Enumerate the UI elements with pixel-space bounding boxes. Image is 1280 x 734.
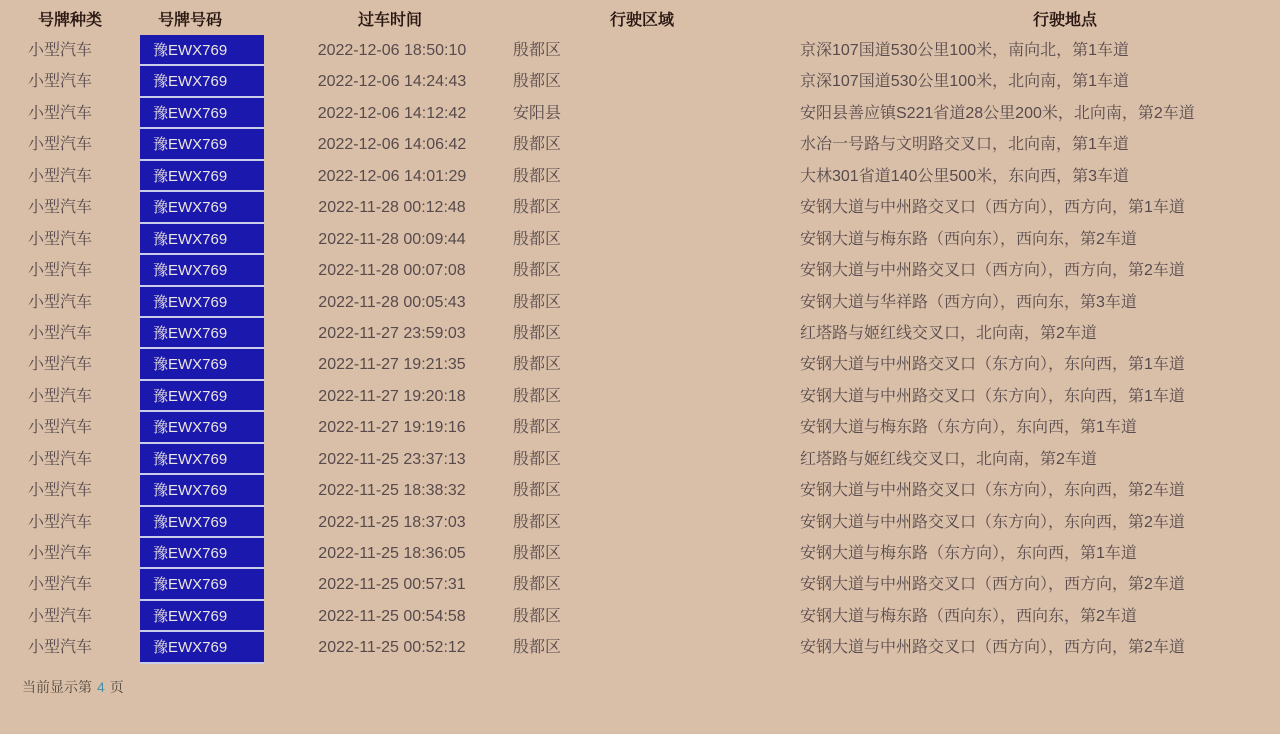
column-header-plate-type: 号牌种类 bbox=[37, 12, 103, 29]
pass-time-cell: 2022-11-25 00:52:12 bbox=[318, 639, 466, 657]
driving-region-cell: 殷都区 bbox=[513, 136, 562, 154]
pass-time-cell: 2022-11-25 18:36:05 bbox=[318, 545, 466, 562]
plate-number-badge: 豫EWX769 bbox=[140, 507, 264, 538]
plate-number-badge: 豫EWX769 bbox=[140, 129, 264, 160]
table-row bbox=[0, 507, 1280, 538]
pass-time-cell: 2022-11-28 00:09:44 bbox=[318, 230, 466, 248]
pass-time-cell: 2022-11-25 00:57:31 bbox=[318, 576, 466, 594]
plate-number-badge: 豫EWX769 bbox=[140, 287, 264, 318]
current-page-number: 4 bbox=[97, 679, 105, 695]
driving-location-cell: 安钢大道与中州路交叉口（西方向），西方向，第2车道 bbox=[800, 639, 1185, 657]
driving-region-cell: 殷都区 bbox=[513, 545, 562, 562]
driving-location-cell: 安钢大道与梅东路（西向东），西向东，第2车道 bbox=[800, 607, 1137, 625]
plate-number-badge: 豫EWX769 bbox=[140, 35, 264, 66]
plate-type-cell: 小型汽车 bbox=[28, 293, 93, 311]
plate-type-cell: 小型汽车 bbox=[28, 230, 93, 248]
plate-type-cell: 小型汽车 bbox=[28, 387, 93, 405]
plate-type-cell: 小型汽车 bbox=[28, 42, 93, 59]
driving-region-cell: 安阳县 bbox=[513, 104, 562, 122]
plate-type-cell: 小型汽车 bbox=[28, 73, 93, 91]
plate-number-badge: 豫EWX769 bbox=[140, 255, 264, 286]
driving-location-cell: 安钢大道与中州路交叉口（东方向），东向西，第2车道 bbox=[800, 482, 1185, 500]
plate-number-badge: 豫EWX769 bbox=[140, 161, 264, 192]
table-row bbox=[0, 255, 1280, 286]
plate-number-badge: 豫EWX769 bbox=[140, 601, 264, 632]
pagination-prefix-label: 当前显示第 bbox=[22, 679, 92, 695]
plate-type-cell: 小型汽车 bbox=[28, 450, 93, 468]
table-row bbox=[0, 161, 1280, 192]
driving-location-cell: 安钢大道与华祥路（西方向），西向东，第3车道 bbox=[800, 293, 1137, 311]
driving-region-cell: 殷都区 bbox=[513, 199, 562, 217]
driving-region-cell: 殷都区 bbox=[513, 230, 562, 248]
driving-region-cell: 殷都区 bbox=[513, 576, 562, 594]
plate-type-cell: 小型汽车 bbox=[28, 262, 93, 280]
driving-region-cell: 殷都区 bbox=[513, 293, 562, 311]
plate-type-cell: 小型汽车 bbox=[28, 639, 93, 657]
plate-number-badge: 豫EWX769 bbox=[140, 224, 264, 255]
driving-location-cell: 安阳县善应镇S221省道28公里200米，北向南，第2车道 bbox=[800, 104, 1195, 122]
driving-location-cell: 安钢大道与中州路交叉口（西方向），西方向，第1车道 bbox=[800, 199, 1185, 217]
plate-type-cell: 小型汽车 bbox=[28, 482, 93, 500]
table-row bbox=[0, 66, 1280, 97]
driving-region-cell: 殷都区 bbox=[513, 262, 562, 280]
pass-time-cell: 2022-11-25 23:37:13 bbox=[318, 450, 466, 468]
plate-number-badge: 豫EWX769 bbox=[140, 412, 264, 443]
pagination-status bbox=[22, 677, 124, 697]
driving-location-cell: 红塔路与姬红线交叉口，北向南，第2车道 bbox=[800, 324, 1097, 342]
table-row bbox=[0, 287, 1280, 318]
driving-location-cell: 安钢大道与中州路交叉口（西方向），西方向，第2车道 bbox=[800, 262, 1185, 280]
plate-number-badge: 豫EWX769 bbox=[140, 538, 264, 569]
plate-type-cell: 小型汽车 bbox=[28, 576, 93, 594]
table-header bbox=[0, 0, 1280, 30]
plate-number-badge: 豫EWX769 bbox=[140, 66, 264, 97]
plate-number-badge: 豫EWX769 bbox=[140, 349, 264, 380]
driving-region-cell: 殷都区 bbox=[513, 167, 562, 185]
pass-time-cell: 2022-11-28 00:07:08 bbox=[318, 262, 466, 280]
plate-number-badge: 豫EWX769 bbox=[140, 318, 264, 349]
column-header-plate-number: 号牌号码 bbox=[157, 12, 223, 29]
pass-time-cell: 2022-11-25 00:54:58 bbox=[318, 607, 466, 625]
column-header-pass-time: 过车时间 bbox=[357, 12, 423, 29]
table-row bbox=[0, 381, 1280, 412]
plate-type-cell: 小型汽车 bbox=[28, 104, 93, 122]
driving-location-cell: 安钢大道与中州路交叉口（东方向），东向西，第2车道 bbox=[800, 513, 1185, 531]
table-row bbox=[0, 475, 1280, 506]
pass-time-cell: 2022-11-25 18:37:03 bbox=[318, 513, 466, 531]
pass-time-cell: 2022-11-27 19:20:18 bbox=[318, 387, 466, 405]
driving-region-cell: 殷都区 bbox=[513, 42, 562, 59]
pass-time-cell: 2022-11-25 18:38:32 bbox=[318, 482, 466, 500]
pass-time-cell: 2022-11-27 19:19:16 bbox=[318, 419, 466, 437]
table-row bbox=[0, 412, 1280, 443]
plate-number-badge: 豫EWX769 bbox=[140, 381, 264, 412]
table-row bbox=[0, 129, 1280, 160]
driving-region-cell: 殷都区 bbox=[513, 482, 562, 500]
plate-number-badge: 豫EWX769 bbox=[140, 569, 264, 600]
plate-type-cell: 小型汽车 bbox=[28, 419, 93, 437]
table-row bbox=[0, 632, 1280, 663]
pass-time-cell: 2022-12-06 14:12:42 bbox=[317, 104, 467, 122]
plate-type-cell: 小型汽车 bbox=[28, 136, 93, 154]
driving-region-cell: 殷都区 bbox=[513, 450, 562, 468]
driving-location-cell: 水冶一号路与文明路交叉口，北向南，第1车道 bbox=[800, 136, 1129, 154]
table-row bbox=[0, 224, 1280, 255]
table-body bbox=[0, 35, 1280, 664]
pass-time-cell: 2022-11-27 23:59:03 bbox=[318, 324, 466, 342]
table-row bbox=[0, 601, 1280, 632]
driving-location-cell: 安钢大道与中州路交叉口（东方向），东向西，第1车道 bbox=[800, 356, 1185, 374]
driving-location-cell: 安钢大道与梅东路（东方向），东向西，第1车道 bbox=[800, 545, 1137, 562]
plate-number-badge: 豫EWX769 bbox=[140, 192, 264, 223]
table-row bbox=[0, 98, 1280, 129]
pass-time-cell: 2022-11-27 19:21:35 bbox=[318, 356, 466, 374]
plate-type-cell: 小型汽车 bbox=[28, 324, 93, 342]
plate-type-cell: 小型汽车 bbox=[28, 545, 93, 562]
driving-location-cell: 京深107国道530公里100米，南向北，第1车道 bbox=[800, 42, 1129, 59]
plate-number-badge: 豫EWX769 bbox=[140, 632, 264, 663]
table-row bbox=[0, 349, 1280, 380]
driving-region-cell: 殷都区 bbox=[513, 639, 562, 657]
pass-time-cell: 2022-11-28 00:12:48 bbox=[318, 199, 466, 217]
driving-location-cell: 安钢大道与中州路交叉口（东方向），东向西，第1车道 bbox=[800, 387, 1185, 405]
driving-location-cell: 安钢大道与梅东路（西向东），西向东，第2车道 bbox=[800, 230, 1137, 248]
pass-time-cell: 2022-12-06 14:06:42 bbox=[317, 136, 467, 154]
plate-number-badge: 豫EWX769 bbox=[140, 444, 264, 475]
driving-region-cell: 殷都区 bbox=[513, 607, 562, 625]
driving-region-cell: 殷都区 bbox=[513, 387, 562, 405]
plate-number-badge: 豫EWX769 bbox=[140, 98, 264, 129]
driving-location-cell: 京深107国道530公里100米，北向南，第1车道 bbox=[800, 73, 1129, 91]
table-row bbox=[0, 444, 1280, 475]
plate-type-cell: 小型汽车 bbox=[28, 167, 93, 185]
pass-time-cell: 2022-12-06 14:01:29 bbox=[317, 167, 467, 185]
pass-time-cell: 2022-12-06 14:24:43 bbox=[317, 73, 467, 91]
table-row bbox=[0, 192, 1280, 223]
driving-location-cell: 大林301省道140公里500米，东向西，第3车道 bbox=[800, 167, 1129, 185]
driving-region-cell: 殷都区 bbox=[513, 419, 562, 437]
table-row bbox=[0, 538, 1280, 569]
column-header-driving-location: 行驶地点 bbox=[1032, 12, 1098, 29]
plate-type-cell: 小型汽车 bbox=[28, 513, 93, 531]
driving-region-cell: 殷都区 bbox=[513, 73, 562, 91]
pass-time-cell: 2022-12-06 18:50:10 bbox=[317, 42, 467, 59]
driving-location-cell: 安钢大道与中州路交叉口（西方向），西方向，第2车道 bbox=[800, 576, 1185, 594]
pass-time-cell: 2022-11-28 00:05:43 bbox=[318, 293, 466, 311]
table-row bbox=[0, 35, 1280, 66]
plate-type-cell: 小型汽车 bbox=[28, 607, 93, 625]
plate-number-badge: 豫EWX769 bbox=[140, 475, 264, 506]
driving-region-cell: 殷都区 bbox=[513, 324, 562, 342]
column-header-driving-region: 行驶区域 bbox=[609, 12, 675, 29]
table-row bbox=[0, 318, 1280, 349]
plate-type-cell: 小型汽车 bbox=[28, 199, 93, 217]
plate-type-cell: 小型汽车 bbox=[28, 356, 93, 374]
driving-location-cell: 安钢大道与梅东路（东方向），东向西，第1车道 bbox=[800, 419, 1137, 437]
pagination-suffix-label: 页 bbox=[109, 679, 124, 695]
driving-location-cell: 红塔路与姬红线交叉口，北向南，第2车道 bbox=[800, 450, 1097, 468]
driving-region-cell: 殷都区 bbox=[513, 356, 562, 374]
driving-region-cell: 殷都区 bbox=[513, 513, 562, 531]
table-row bbox=[0, 569, 1280, 600]
